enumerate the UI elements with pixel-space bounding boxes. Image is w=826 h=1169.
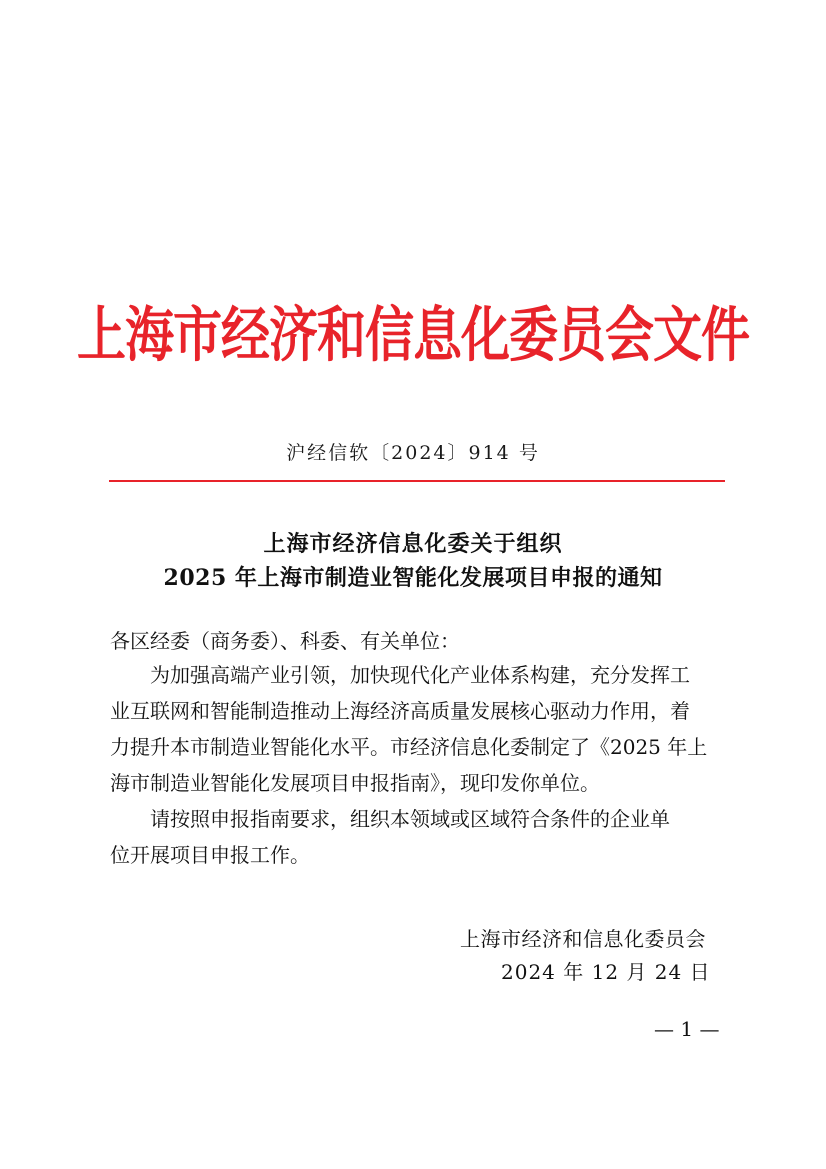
salutation: 各区经委（商务委）、科委、有关单位： [110, 629, 460, 653]
body-line-3: 力提升本市制造业智能化水平。市经济信息化委制定了《2025 年上 [110, 735, 708, 759]
red-divider-line [109, 480, 725, 482]
body-line-2: 业互联网和智能制造推动上海经济高质量发展核心驱动力作用，着 [110, 699, 690, 723]
masthead-title: 上海市经济和信息化委员会文件 [76, 299, 749, 371]
signature-date: 2024 年 12 月 24 日 [501, 960, 711, 984]
notice-title-line-2: 2025 年上海市制造业智能化发展项目申报的通知 [163, 565, 663, 591]
signature-organization: 上海市经济和信息化委员会 [460, 927, 706, 951]
body-line-5: 请按照申报指南要求，组织本领域或区域符合条件的企业单 [110, 807, 670, 831]
body-line-6: 位开展项目申报工作。 [110, 843, 310, 867]
body-line-1: 为加强高端产业引领，加快现代化产业体系构建，充分发挥工 [110, 663, 690, 687]
notice-title-line-1: 上海市经济信息化委关于组织 [263, 531, 563, 557]
document-number: 沪经信软〔2024〕914 号 [286, 442, 540, 464]
page-number: — 1 — [654, 1017, 720, 1041]
body-line-4: 海市制造业智能化发展项目申报指南》，现印发你单位。 [110, 771, 600, 795]
